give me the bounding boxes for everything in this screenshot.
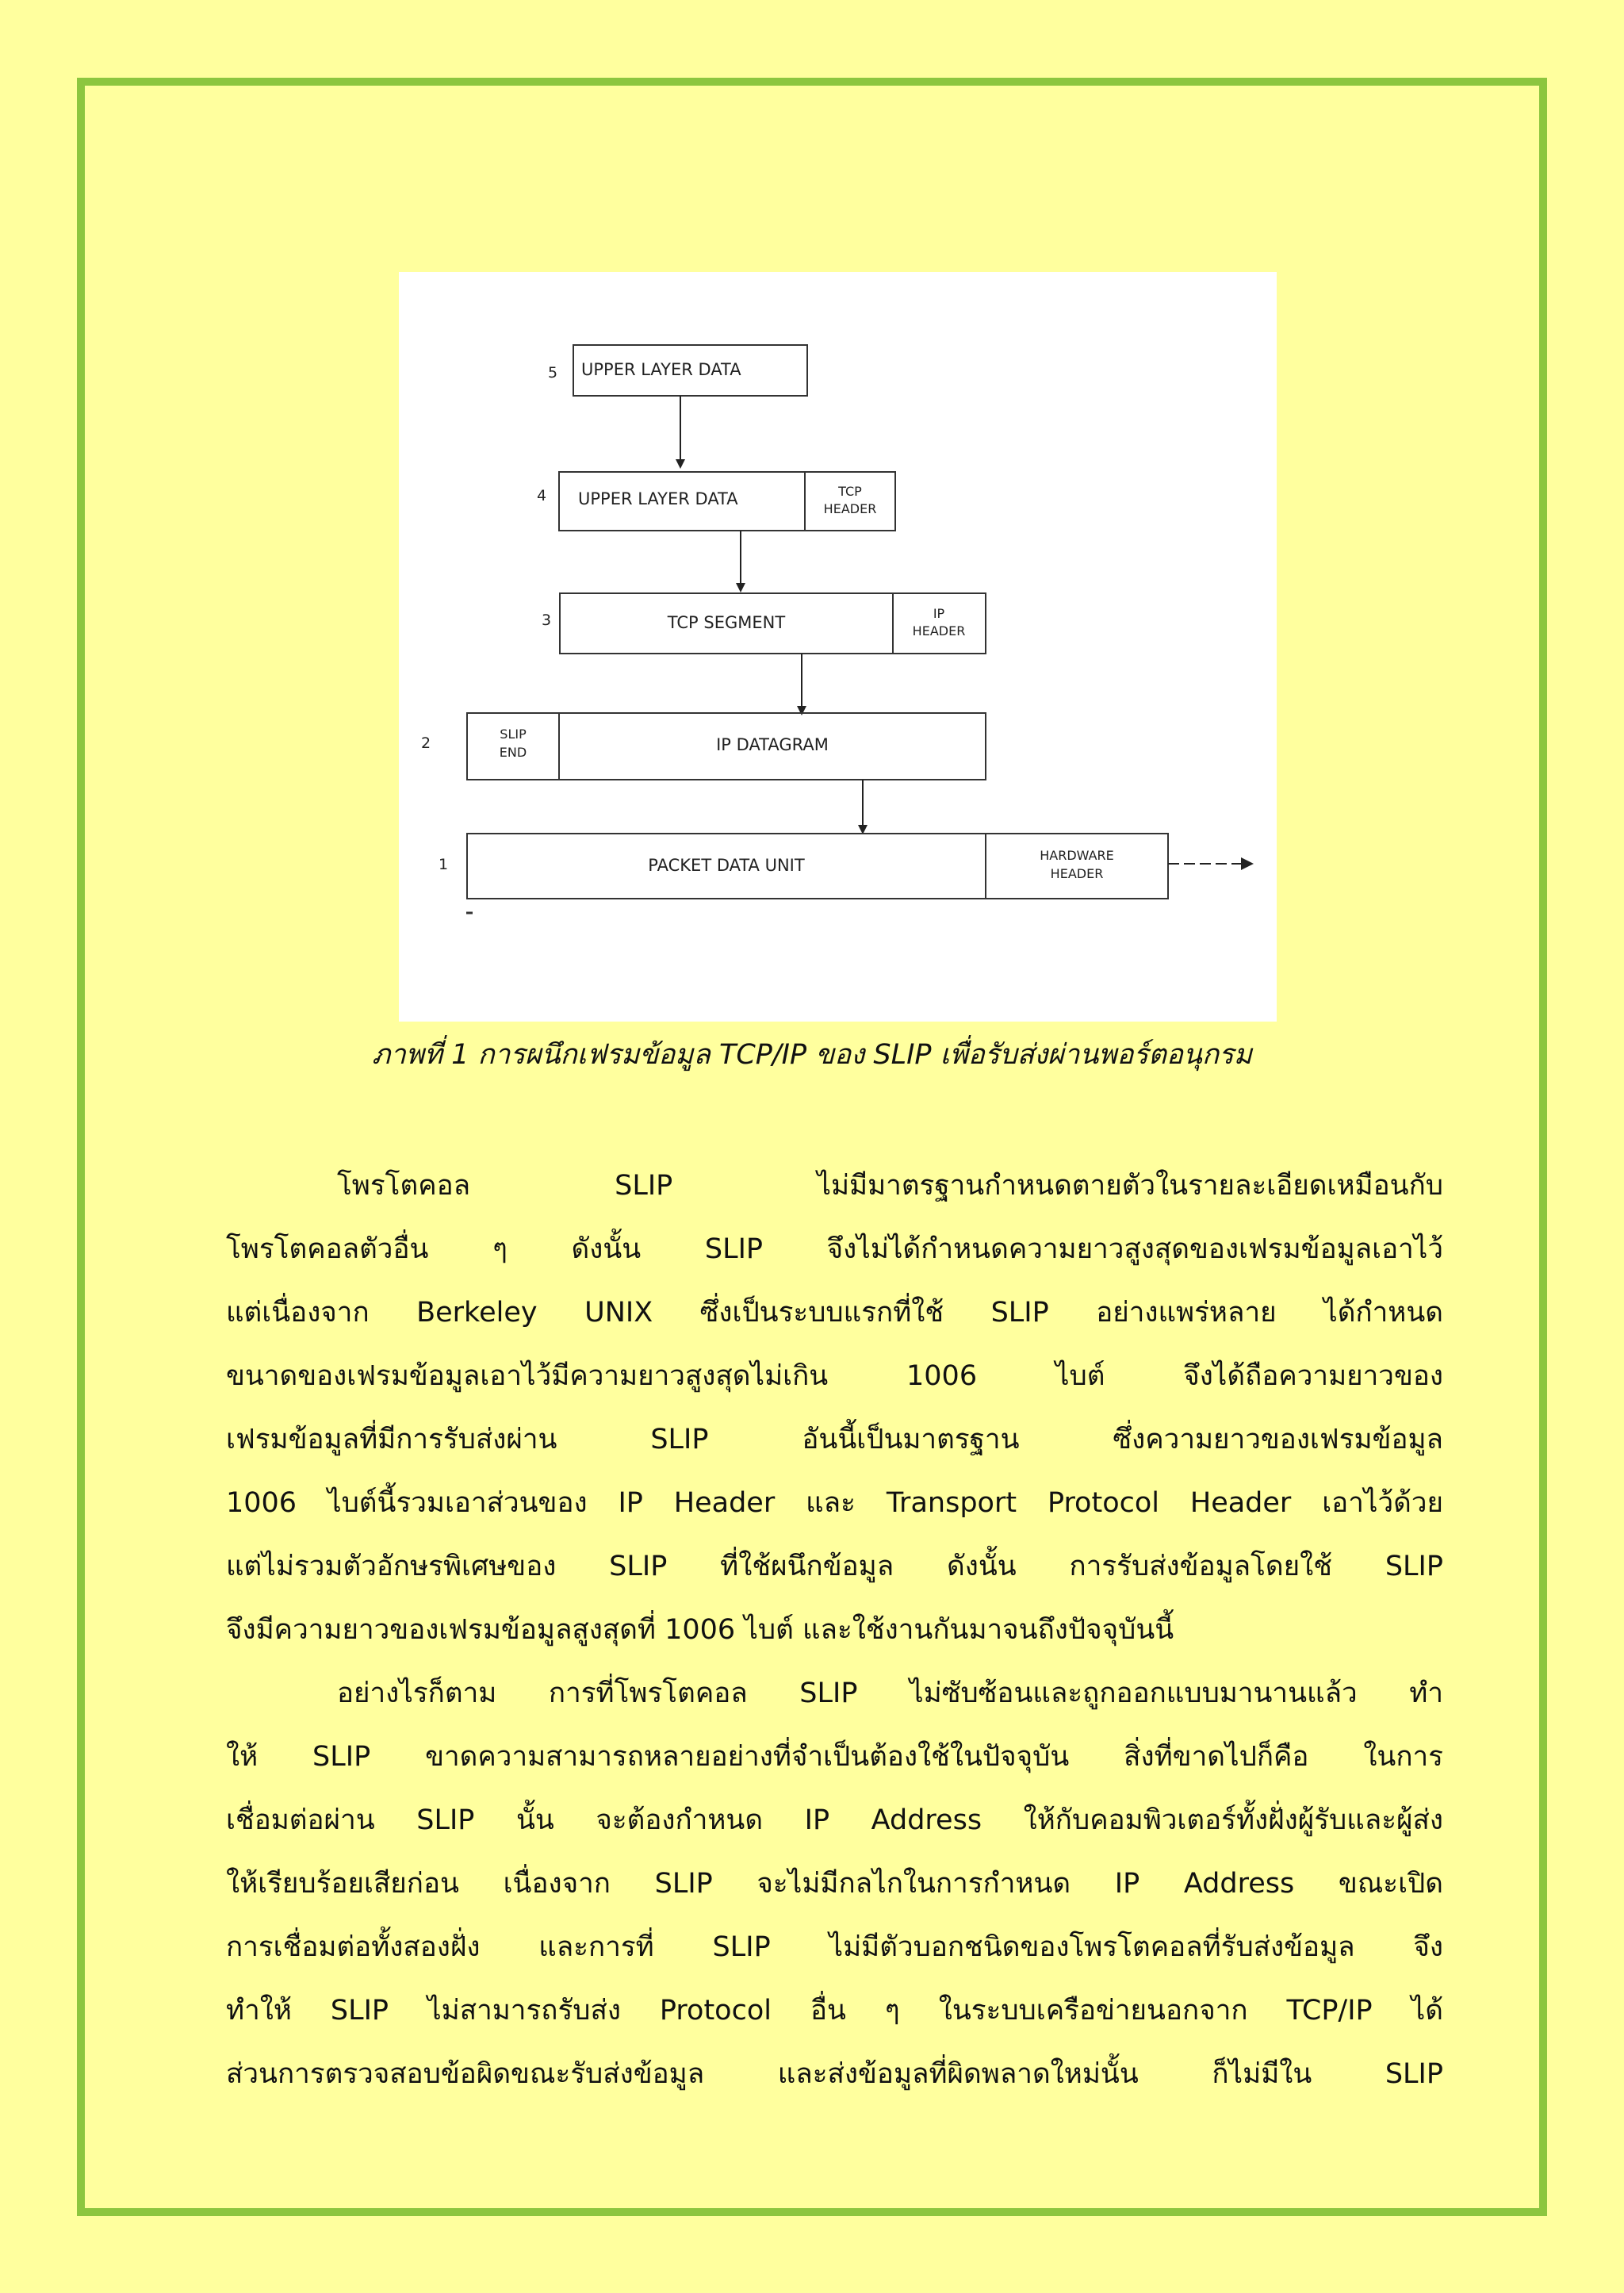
- text-line: โพรโตคอล SLIP ไม่มีมาตรฐานกำหนดตายตัวในรายละเอียดเหมือนกับ: [337, 1170, 1443, 1202]
- row-number: 1: [439, 856, 449, 873]
- paragraph: [226, 1154, 1443, 1662]
- row-number: 2: [421, 734, 431, 752]
- text-line: แต่ไม่รวมตัวอักษรพิเศษของ SLIP ที่ใช้ผนึกข้อมูล ดังนั้น การรับส่งข้อมูลโดยใช้ SLIP: [226, 1551, 1443, 1582]
- box-label: HEADER: [823, 501, 877, 516]
- box-label: HEADER: [912, 623, 966, 638]
- arrow-head: [1241, 857, 1254, 870]
- row-number: 5: [548, 364, 558, 382]
- text-line: เชื่อมต่อผ่าน SLIP นั้น จะต้องกำหนด IP Address ให้กับคอมพิวเตอร์ทั้งฝั่งผู้รับและผู้ส่ง: [226, 1804, 1443, 1836]
- paragraph: [226, 1662, 1443, 2106]
- box-label: UPPER LAYER DATA: [578, 489, 738, 508]
- text-line: ให้เรียบร้อยเสียก่อน เนื่องจาก SLIP จะไม่มีกลไกในการกำหนด IP Address ขณะเปิด: [226, 1868, 1443, 1900]
- box-label: TCP: [838, 484, 862, 499]
- row-number: 4: [537, 487, 547, 504]
- text-line: จึงมีความยาวของเฟรมข้อมูลสูงสุดที่ 1006 ไบต์ และใช้งานกันมาจนถึงปัจจุบันนี้: [226, 1614, 1174, 1646]
- text-line: การเชื่อมต่อทั้งสองฝั่ง และการที่ SLIP ไม่มีตัวบอกชนิดของโพรโตคอลที่รับส่งข้อมูล จึง: [226, 1931, 1443, 1963]
- box-label: HARDWARE: [1040, 848, 1114, 863]
- text-line: 1006 ไบต์นี้รวมเอาส่วนของ IP Header และ Transport Protocol Header เอาไว้ด้วย: [226, 1487, 1443, 1519]
- text-line: แต่เนื่องจาก Berkeley UNIX ซึ่งเป็นระบบแรกที่ใช้ SLIP อย่างแพร่หลาย ได้กำหนด: [226, 1297, 1443, 1329]
- box-label: PACKET DATA UNIT: [648, 856, 805, 875]
- row-number: 3: [542, 612, 552, 629]
- box-label: TCP SEGMENT: [667, 613, 786, 632]
- text-line: ขนาดของเฟรมข้อมูลเอาไว้มีความยาวสูงสุดไม่เกิน 1006 ไบต์ จึงได้ถือความยาวของ: [226, 1360, 1443, 1392]
- body-text: [226, 1154, 1443, 2106]
- text-line: อย่างไรก็ตาม การที่โพรโตคอล SLIP ไม่ซับซ้อนและถูกออกแบบมานานแล้ว ทำ: [337, 1678, 1443, 1709]
- figure-slip-encapsulation: [399, 272, 1277, 1022]
- text-line: โพรโตคอลตัวอื่น ๆ ดังนั้น SLIP จึงไม่ได้กำหนดความยาวสูงสุดของเฟรมข้อมูลเอาไว้: [226, 1233, 1443, 1265]
- box-label: END: [499, 745, 527, 760]
- box-label: HEADER: [1050, 866, 1104, 881]
- text-line: เฟรมข้อมูลที่มีการรับส่งผ่าน SLIP อันนี้เป็นมาตรฐาน ซึ่งความยาวของเฟรมข้อมูล: [226, 1424, 1443, 1455]
- figure-caption: ภาพที่ 1 การผนึกเฟรมข้อมูล TCP/IP ของ SLIP เพื่อรับส่งผ่านพอร์ตอนุกรม: [372, 1039, 1252, 1071]
- box-label: IP DATAGRAM: [716, 735, 829, 754]
- box-label: IP: [933, 606, 945, 621]
- text-line: ส่วนการตรวจสอบข้อผิดขณะรับส่งข้อมูล และส่งข้อมูลที่ผิดพลาดใหม่นั้น ก็ไม่มีใน SLIP: [226, 2058, 1443, 2090]
- text-line: ทำให้ SLIP ไม่สามารถรับส่ง Protocol อื่น ๆ ในระบบเครือข่ายนอกจาก TCP/IP ได้: [226, 1995, 1443, 2027]
- box-label: SLIP: [500, 727, 527, 742]
- text-line: ให้ SLIP ขาดความสามารถหลายอย่างที่จำเป็นต้องใช้ในปัจจุบัน สิ่งที่ขาดไปก็คือ ในการ: [226, 1741, 1443, 1773]
- box-label: UPPER LAYER DATA: [581, 360, 741, 379]
